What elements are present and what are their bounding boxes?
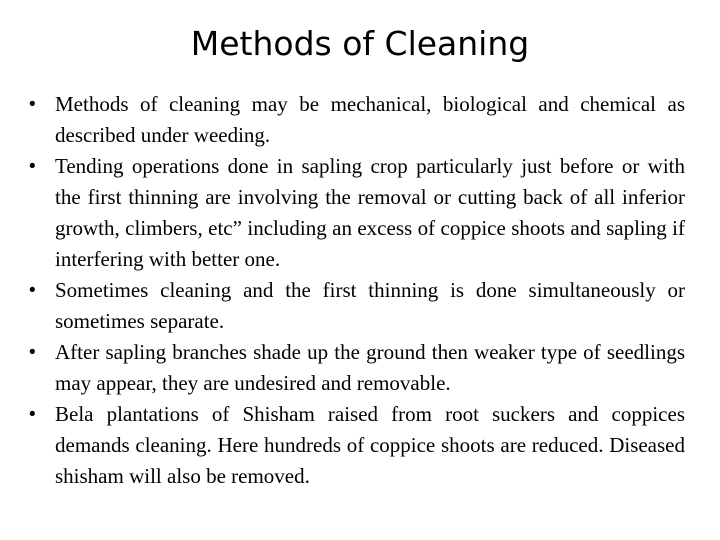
- bullet-item: [29, 337, 685, 399]
- bullet-item: [29, 151, 685, 275]
- bullet-marker: •: [29, 342, 36, 363]
- bullet-marker: •: [29, 280, 36, 301]
- bullet-text: Methods of cleaning may be mechanical, biological and chemical as described under weeding.: [55, 92, 685, 147]
- bullet-text: Bela plantations of Shisham raised from root suckers and coppices demands cleaning. Here hundreds of coppice shoots are reduced. Diseased shisham will also be removed.: [55, 402, 685, 488]
- bullet-text: Tending operations done in sapling crop particularly just before or with the first thinning are involving the removal or cutting back of all inferior growth, climbers, etc” including an excess of coppice shoots and sapling if interfering with better one.: [55, 154, 685, 271]
- bullet-text: Sometimes cleaning and the first thinning is done simultaneously or sometimes separate.: [55, 278, 685, 333]
- bullet-item: [29, 275, 685, 337]
- slide-title: Methods of Cleaning: [190, 24, 530, 63]
- bullet-marker: •: [29, 404, 36, 425]
- bullet-text: After sapling branches shade up the ground then weaker type of seedlings may appear, they are undesired and removable.: [55, 340, 685, 395]
- bullet-item: [29, 399, 685, 492]
- bullet-marker: •: [29, 94, 36, 115]
- bullet-marker: •: [29, 156, 36, 177]
- bullet-item: [29, 89, 685, 151]
- bullet-list: [0, 89, 720, 492]
